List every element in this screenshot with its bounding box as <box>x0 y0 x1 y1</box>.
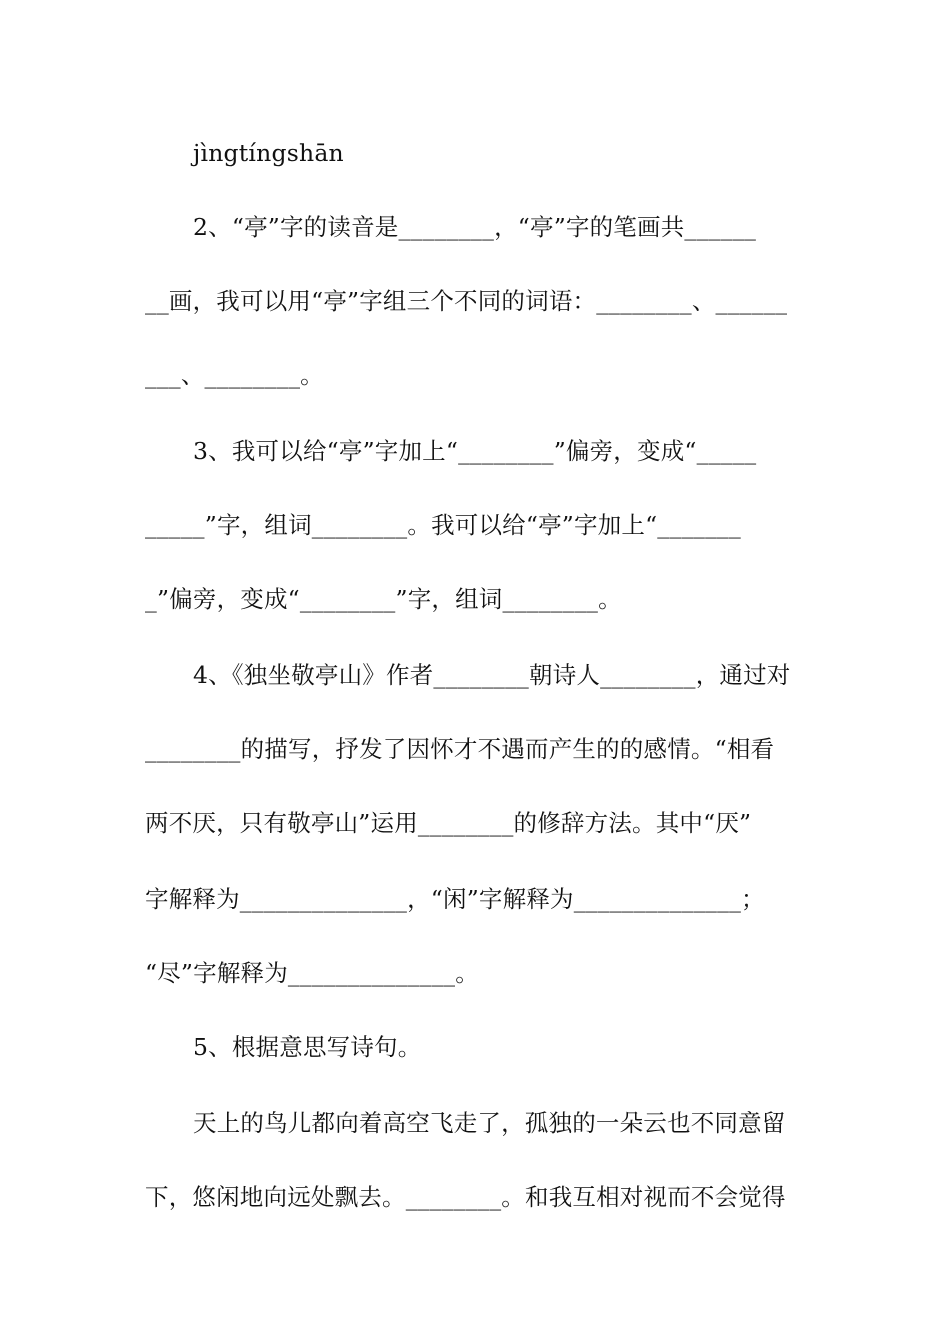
question-2-line-3: ___、________。 <box>145 361 324 389</box>
question-2-line-2: __画，我可以用“亭”字组三个不同的词语：________、______ <box>145 287 788 315</box>
question-4-line-1: 4、《独坐敬亭山》作者________朝诗人________，通过对 <box>193 661 791 689</box>
question-4-line-2: ________的描写，抒发了因怀才不遇而产生的的感情。“相看 <box>145 735 775 763</box>
pinyin-line: jìngtíngshān <box>193 139 344 167</box>
question-2-line-1: 2、“亭”字的读音是________，“亭”字的笔画共______ <box>193 213 757 241</box>
question-5-title: 5、根据意思写诗句。 <box>193 1033 422 1061</box>
question-3-line-3: _”偏旁，变成“________”字，组词________。 <box>145 585 622 613</box>
question-3-line-1: 3、我可以给“亭”字加上“________”偏旁，变成“_____ <box>193 437 757 465</box>
question-4-line-4: 字解释为______________，“闲”字解释为______________； <box>145 885 765 913</box>
question-5-line-1: 天上的鸟儿都向着高空飞走了，孤独的一朵云也不同意留 <box>193 1109 786 1137</box>
question-4-line-3: 两不厌，只有敬亭山”运用________的修辞方法。其中“厌” <box>145 809 752 837</box>
question-4-line-5: “尽”字解释为______________。 <box>145 959 479 987</box>
question-5-line-2: 下，悠闲地向远处飘去。________。和我互相对视而不会觉得 <box>145 1183 786 1211</box>
question-3-line-2: _____”字，组词________。我可以给“亭”字加上“_______ <box>145 511 741 539</box>
